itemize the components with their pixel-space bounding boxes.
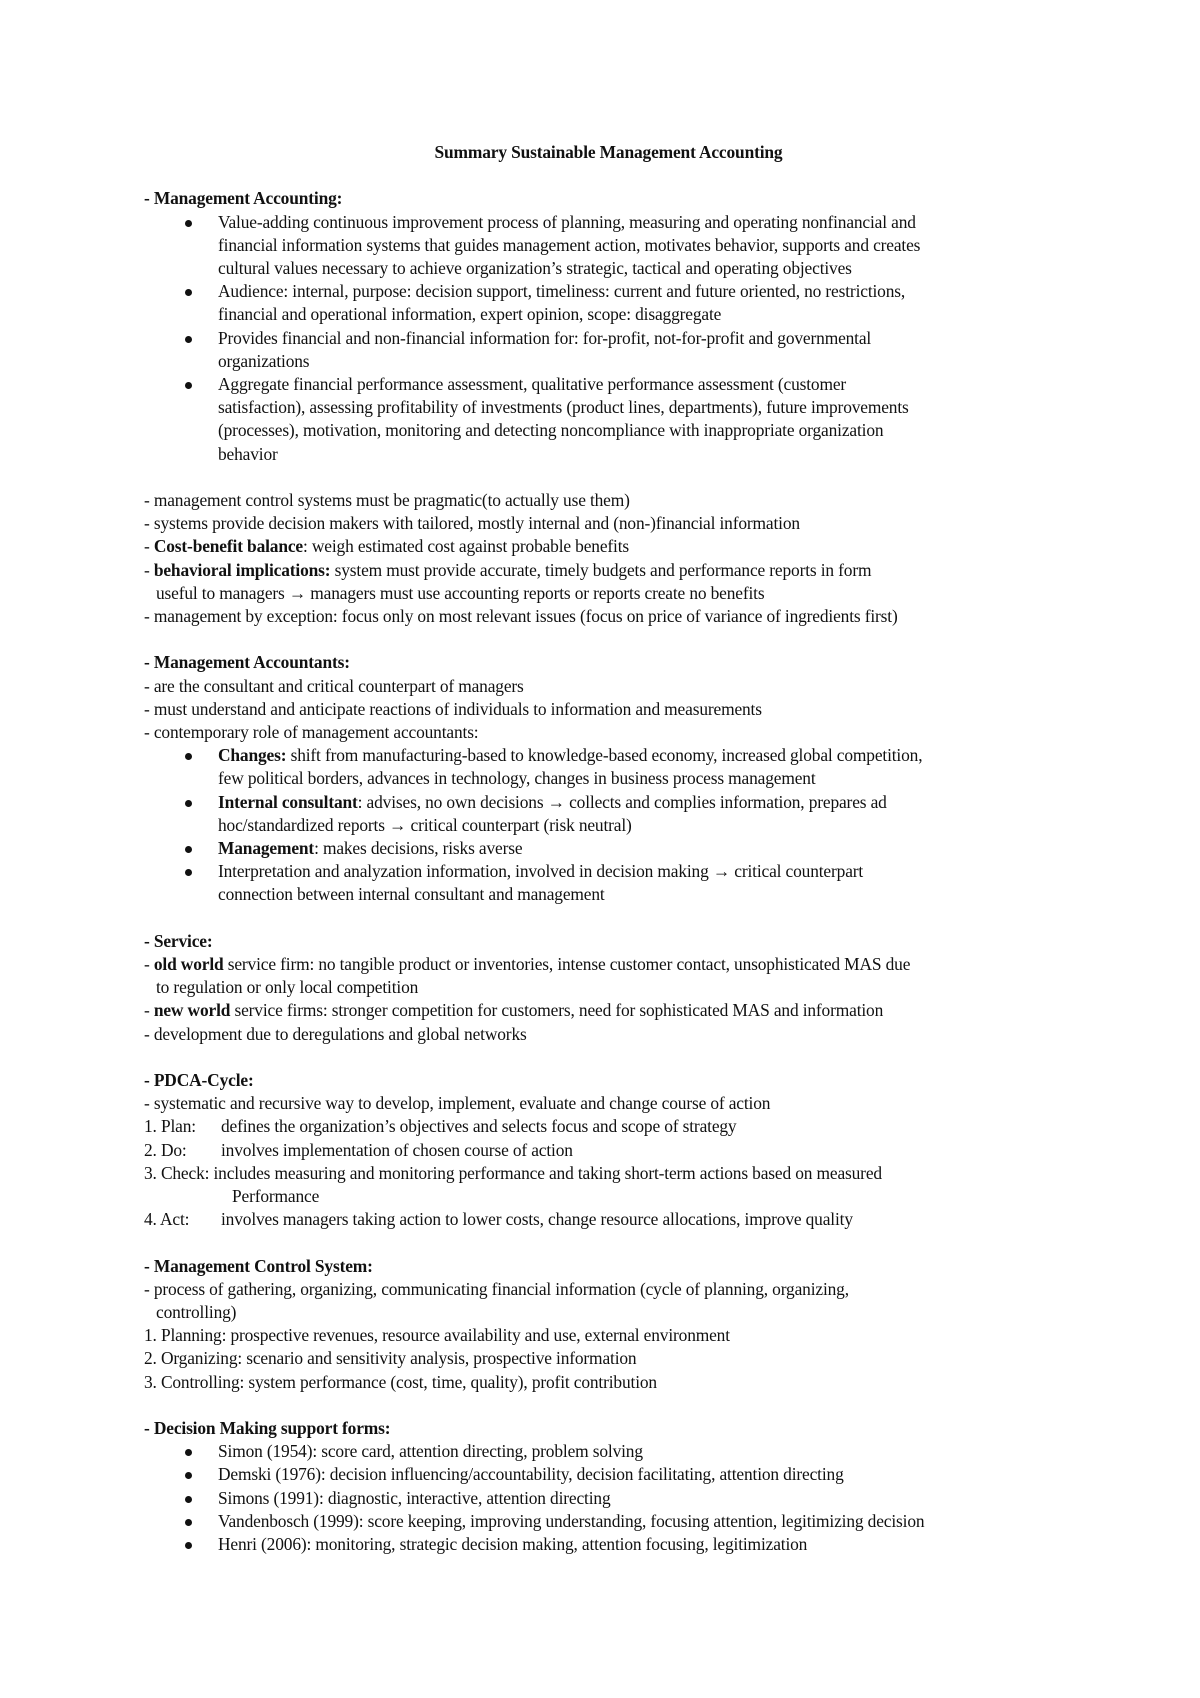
list-item: Audience: internal, purpose: decision support, timeliness: current and future oriented, no restrictions, financial and operational information, expert opinion, scope: disaggregate: [218, 280, 1084, 326]
text-line: - management by exception: focus only on most relevant issues (focus on price of variance of ingredients first): [144, 606, 898, 627]
bullet-icon: [185, 1519, 192, 1526]
text-line: - are the consultant and critical counterpart of managers: [144, 675, 524, 696]
text-line: - must understand and anticipate reactions of individuals to information and measurements: [144, 698, 762, 719]
section-heading-decision-making: - Decision Making support forms:: [144, 1418, 391, 1439]
section-heading-management-control-system: - Management Control System:: [144, 1255, 373, 1276]
text-line: - new world service firms: stronger competition for customers, need for sophisticated MAS and information: [144, 1000, 884, 1021]
bullet-icon: [185, 800, 192, 807]
decision-support-list: [144, 1440, 1084, 1556]
section-heading-service: - Service:: [144, 930, 213, 951]
text-line: - development due to deregulations and global networks: [144, 1023, 527, 1044]
term-cost-benefit: Cost-benefit balance: [153, 536, 303, 557]
text-line: - Cost-benefit balance: weigh estimated cost against probable benefits: [144, 536, 630, 557]
text-line: - systematic and recursive way to develop, implement, evaluate and change course of action: [144, 1093, 771, 1114]
accountants-role-list: [144, 744, 1084, 906]
text-line: - management control systems must be pragmatic(to actually use them): [144, 490, 630, 511]
bullet-icon: [185, 869, 192, 876]
section-heading-pdca: - PDCA-Cycle:: [144, 1070, 254, 1091]
list-item: Henri (2006): monitoring, strategic decision making, attention focusing, legitimization: [218, 1533, 1084, 1556]
bullet-icon: [185, 220, 192, 227]
list-item: Simons (1991): diagnostic, interactive, attention directing: [218, 1487, 1084, 1510]
bullet-icon: [185, 289, 192, 296]
pdca-plan: 1. Plan: defines the organization’s objectives and selects focus and scope of strategy: [144, 1116, 737, 1137]
text-line: - systems provide decision makers with tailored, mostly internal and (non-)financial information: [144, 513, 800, 534]
text-line: 3. Controlling: system performance (cost, time, quality), profit contribution: [144, 1371, 657, 1392]
section-heading-management-accounting: - Management Accounting:: [144, 188, 343, 209]
text-line: - old world service firm: no tangible product or inventories, intense customer contact, unsophisticated MAS due: [144, 954, 911, 975]
list-item: Changes: shift from manufacturing-based to knowledge-based economy, increased global competition, few political borders, advances in technology, changes in business process management: [218, 744, 1084, 790]
list-item: Vandenbosch (1999): score keeping, improving understanding, focusing attention, legitimizing decision: [218, 1510, 1084, 1533]
pdca-do: 2. Do: involves implementation of chosen course of action: [144, 1139, 573, 1160]
list-item: Provides financial and non-financial information for: for-profit, not-for-profit and governmental organizations: [218, 327, 1084, 373]
list-item: Simon (1954): score card, attention directing, problem solving: [218, 1440, 1084, 1463]
bullet-icon: [185, 846, 192, 853]
list-item: Management: makes decisions, risks averse: [218, 837, 1084, 860]
list-item: Demski (1976): decision influencing/accountability, decision facilitating, attention directing: [218, 1463, 1084, 1486]
document-content: [144, 141, 1084, 1556]
text-line: - behavioral implications: system must provide accurate, timely budgets and performance reports in form: [144, 559, 872, 580]
bullet-icon: [185, 1472, 192, 1479]
text-line: - process of gathering, organizing, communicating financial information (cycle of planning, organizing,: [144, 1278, 849, 1299]
text-line: 2. Organizing: scenario and sensitivity analysis, prospective information: [144, 1348, 637, 1369]
text-line: - contemporary role of management accountants:: [144, 722, 479, 743]
document-title: Summary Sustainable Management Accounting: [434, 142, 783, 162]
management-accounting-list: [144, 211, 1084, 466]
bullet-icon: [185, 382, 192, 389]
list-item: Internal consultant: advises, no own decisions → collects and complies information, prepares ad hoc/standardized reports → critical counterpart (risk neutral): [218, 791, 1084, 837]
list-item: Interpretation and analyzation information, involved in decision making → critical counterpart connection between internal consultant and management: [218, 860, 1084, 906]
text-line: controlling): [156, 1302, 237, 1323]
bullet-icon: [185, 336, 192, 343]
pdca-act: 4. Act: involves managers taking action to lower costs, change resource allocations, improve quality: [144, 1209, 853, 1230]
bullet-icon: [185, 1449, 192, 1456]
bullet-icon: [185, 1496, 192, 1503]
bullet-icon: [185, 753, 192, 760]
text-line: to regulation or only local competition: [156, 977, 419, 998]
pdca-check: 3. Check: includes measuring and monitoring performance and taking short-term actions based on measured: [144, 1162, 882, 1183]
list-item: Value-adding continuous improvement process of planning, measuring and operating nonfinancial and financial information systems that guides management action, motivates behavior, supports and creates cultural values necessary to achieve organization’s strategic, tactical and operating objectives: [218, 211, 1084, 281]
list-item: Aggregate financial performance assessment, qualitative performance assessment (customer satisfaction), assessing profitability of investments (product lines, departments), future improvements (processes), motivation, monitoring and detecting noncompliance with inappropriate organization behavior: [218, 373, 1084, 466]
text-line: 1. Planning: prospective revenues, resource availability and use, external environment: [144, 1325, 730, 1346]
text-line: useful to managers → managers must use accounting reports or reports create no benefits: [156, 582, 765, 603]
bullet-icon: [185, 1542, 192, 1549]
term-behavioral-implications: behavioral implications:: [153, 559, 331, 580]
section-heading-management-accountants: - Management Accountants:: [144, 652, 350, 673]
pdca-check-continuation: Performance: [232, 1186, 320, 1207]
